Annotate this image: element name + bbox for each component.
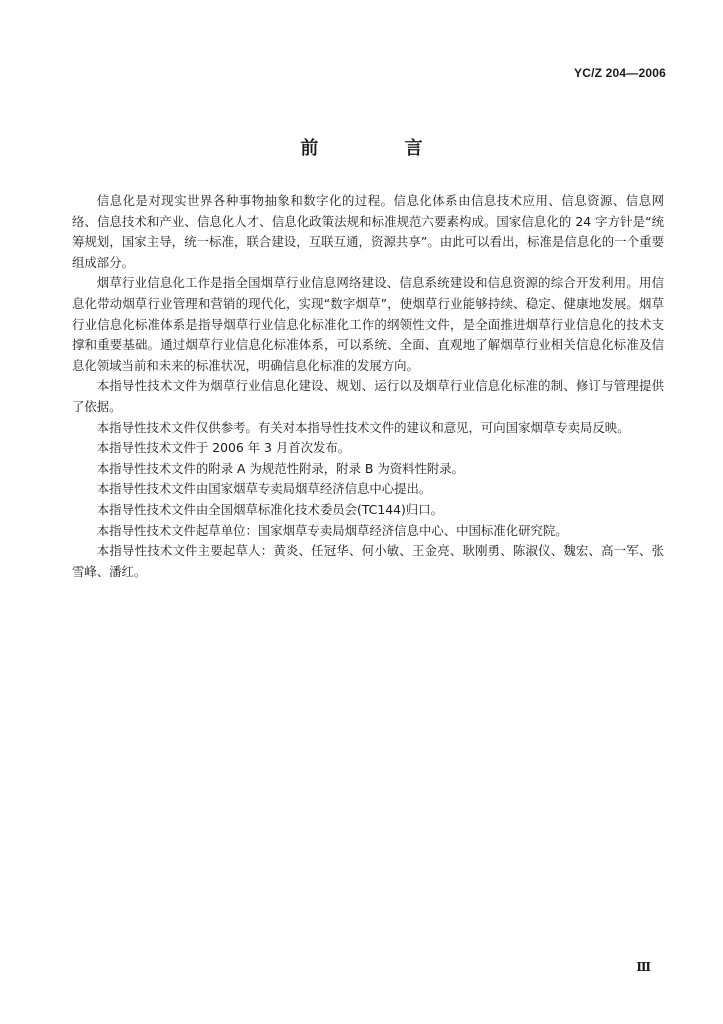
page-number: Ⅲ — [636, 960, 651, 974]
standard-code: YC/Z 204—2006 — [574, 66, 666, 80]
paragraph: 本指导性技术文件为烟草行业信息化建设、规划、运行以及烟草行业信息化标准的制、修订与管理提供了依据。 — [72, 378, 664, 414]
paragraph: 本指导性技术文件由国家烟草专卖局烟草经济信息中心提出。 — [96, 481, 432, 497]
foreword-body — [72, 191, 664, 582]
paragraph: 本指导性技术文件于 2006 年 3 月首次发布。 — [96, 440, 351, 456]
paragraph: 本指导性技术文件的附录 A 为规范性附录，附录 B 为资料性附录。 — [96, 460, 465, 476]
paragraph: 本指导性技术文件由全国烟草标准化技术委员会(TC144)归口。 — [96, 501, 443, 517]
paragraph: 本指导性技术文件主要起草人：黄炎、任冠华、何小敏、王金亮、耿刚勇、陈淑仪、魏宏、高一军、张雪峰、潘红。 — [72, 543, 664, 579]
paragraph: 本指导性技术文件仅供参考。有关对本指导性技术文件的建议和意见，可向国家烟草专卖局反映。 — [96, 419, 630, 435]
paragraph: 本指导性技术文件起草单位：国家烟草专卖局烟草经济信息中心、中国标准化研究院。 — [96, 522, 568, 538]
page-title: 前 言 — [300, 138, 463, 159]
paragraph: 烟草行业信息化工作是指全国烟草行业信息网络建设、信息系统建设和信息资源的综合开发利用。用信息化带动烟草行业管理和营销的现代化，实现“数字烟草”，使烟草行业能够持续、稳定、健康地发展。烟草行业信息化标准体系是指导烟草行业信息化标准化工作的纲领性文件，是全面推进烟草行业信息化的技术支撑和重要基础。通过烟草行业信息化标准体系，可以系统、全面、直观地了解烟草行业相关信息化标准及信息化领域当前和未来的标准状况，明确信息化标准的发展方向。 — [72, 275, 664, 373]
paragraph: 信息化是对现实世界各种事物抽象和数字化的过程。信息化体系由信息技术应用、信息资源、信息网络、信息技术和产业、信息化人才、信息化政策法规和标准规范六要素构成。国家信息化的 24 字方针是“统筹规划，国家主导，统一标准，联合建设，互联互通，资源共享”。由此可以看出，标准是信息化的一个重要组成部分。 — [72, 193, 664, 270]
